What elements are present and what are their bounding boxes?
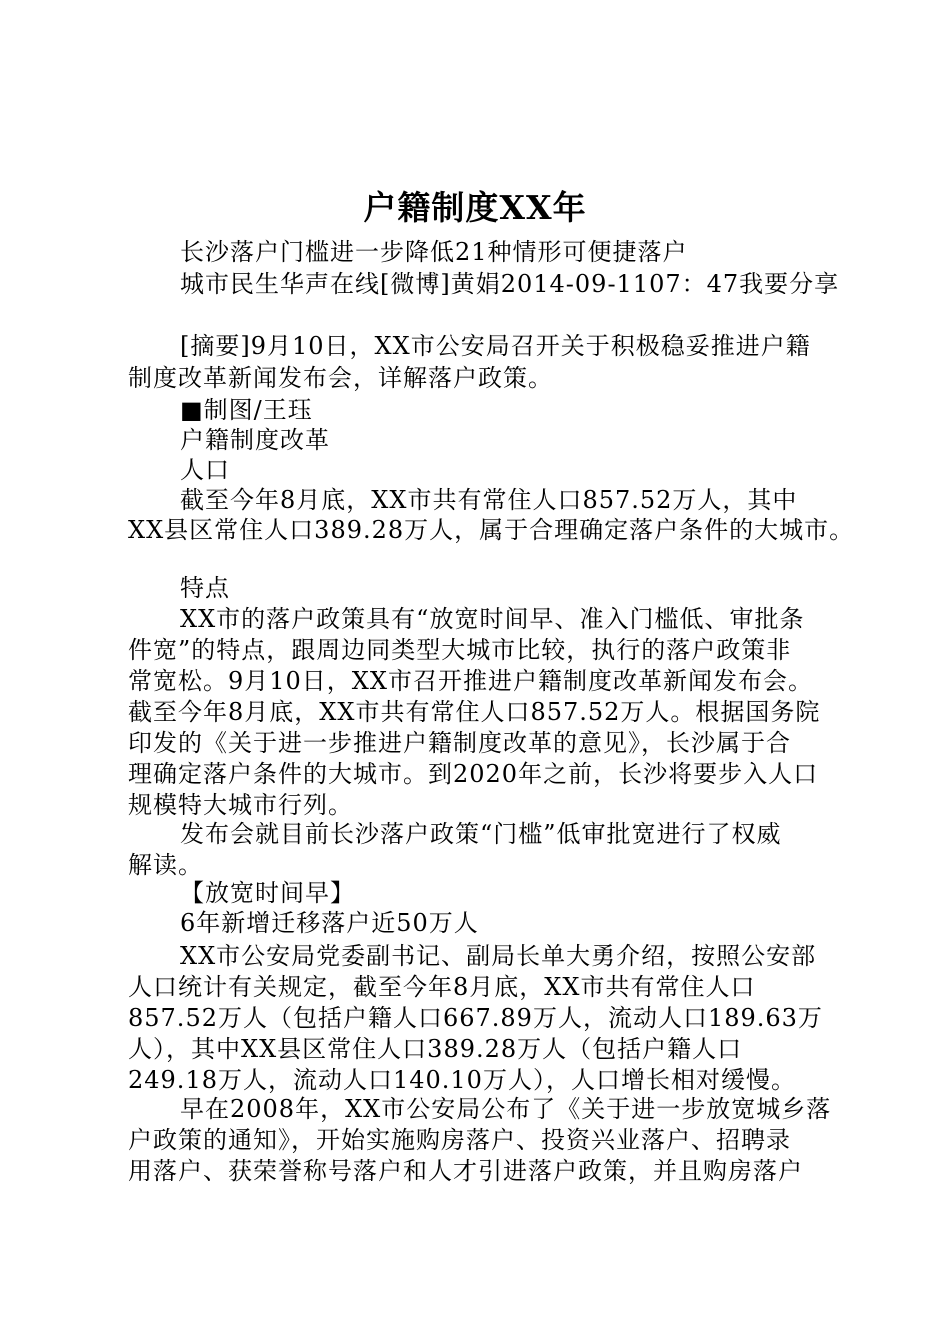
- document-title: 户籍制度XX年: [363, 188, 587, 227]
- paragraph-line: 857.52万人（包括户籍人口667.89万人，流动人口189.63万: [128, 1004, 823, 1032]
- paragraph-line: 件宽”的特点，跟周边同类型大城市比较，执行的落户政策非: [128, 636, 792, 664]
- paragraph-line: 规模特大城市行列。: [128, 791, 353, 819]
- subheading-population: 人口: [180, 456, 230, 484]
- paragraph-line: 早在2008年，XX市公安局公布了《关于进一步放宽城乡落: [180, 1095, 832, 1123]
- paragraph-line: 用落户、获荣誉称号落户和人才引进落户政策，并且购房落户: [128, 1157, 803, 1185]
- paragraph-line: 截至今年8月底，XX市共有常住人口857.52万人。根据国务院: [128, 698, 821, 726]
- paragraph-line: 解读。: [128, 851, 203, 879]
- paragraph-line: 印发的《关于进一步推进户籍制度改革的意见》，长沙属于合: [128, 729, 791, 757]
- headline-line: 长沙落户门槛进一步降低21种情形可便捷落户: [180, 238, 688, 266]
- paragraph-line: XX县区常住人口389.28万人，属于合理确定落户条件的大城市。: [128, 516, 855, 544]
- paragraph-line: 249.18万人，流动人口140.10万人），人口增长相对缓慢。: [128, 1066, 796, 1094]
- abstract-line-1: [摘要]9月10日，XX市公安局召开关于积极稳妥推进户籍: [180, 332, 811, 360]
- paragraph-line: 人），其中XX县区常住人口389.28万人（包括户籍人口: [128, 1035, 743, 1063]
- credit-line: ■制图/王珏: [180, 396, 313, 424]
- source-line: 城市民生华声在线[微博]黄娟2014-09-1107：47我要分享: [180, 270, 840, 298]
- section-heading: 户籍制度改革: [180, 426, 330, 454]
- paragraph-line: XX市的落户政策具有“放宽时间早、准入门槛低、审批条: [180, 605, 805, 633]
- subheading-bracket: 【放宽时间早】: [180, 879, 355, 907]
- paragraph-line: 户政策的通知》，开始实施购房落户、投资兴业落户、招聘录: [128, 1126, 791, 1154]
- paragraph-line: 发布会就目前长沙落户政策“门槛”低审批宽进行了权威: [180, 820, 782, 848]
- paragraph-line: XX市公安局党委副书记、副局长单大勇介绍，按照公安部: [180, 942, 817, 970]
- abstract-line-2: 制度改革新闻发布会，详解落户政策。: [128, 364, 553, 392]
- paragraph-line: 人口统计有关规定，截至今年8月底，XX市共有常住人口: [128, 973, 756, 1001]
- paragraph-line: 常宽松。9月10日，XX市召开推进户籍制度改革新闻发布会。: [128, 667, 813, 695]
- paragraph-line: 理确定落户条件的大城市。到2020年之前，长沙将要步入人口: [128, 760, 819, 788]
- paragraph-line: 截至今年8月底，XX市共有常住人口857.52万人，其中: [180, 486, 798, 514]
- subheading-features: 特点: [180, 574, 230, 602]
- subheading-stat: 6年新增迁移落户近50万人: [180, 909, 479, 937]
